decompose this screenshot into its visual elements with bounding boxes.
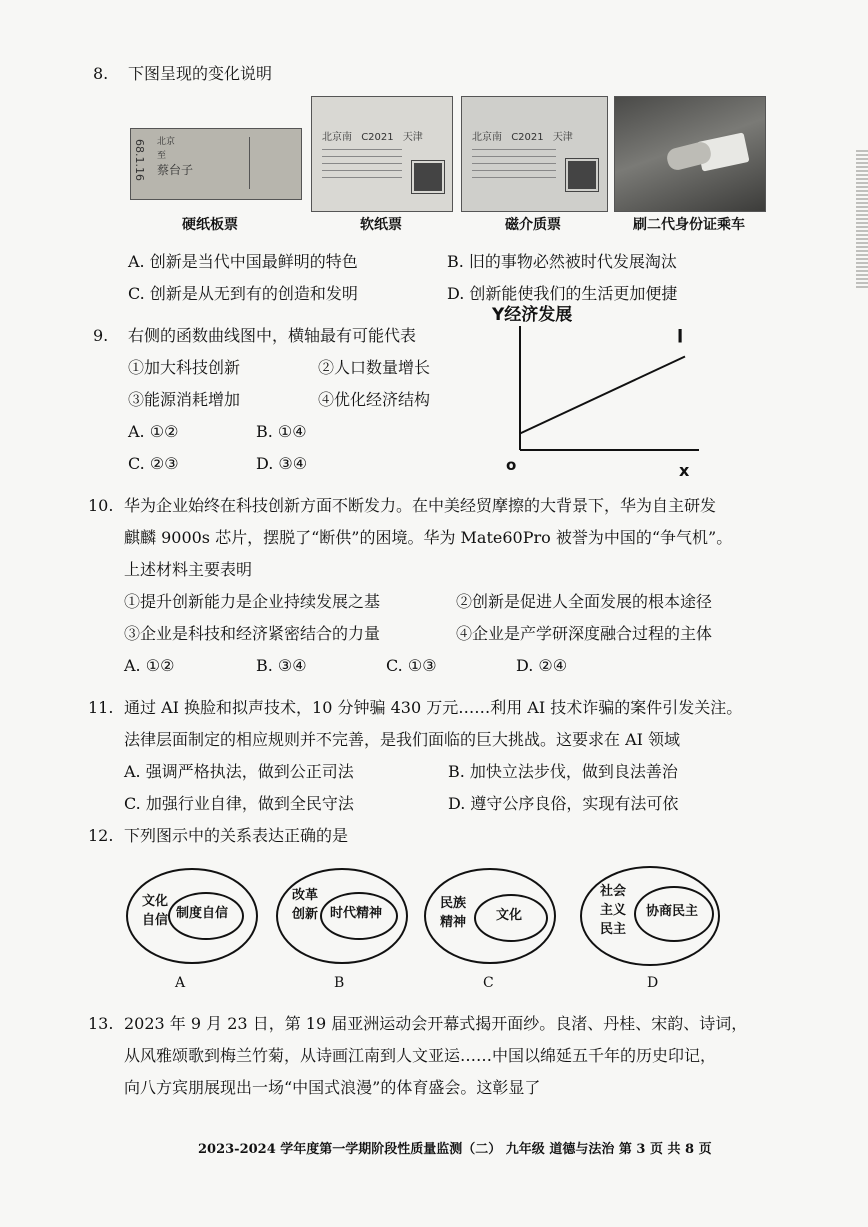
ticket-line: C2021 — [361, 132, 394, 143]
qr-code-icon — [412, 161, 444, 193]
q10-item-3: ③企业是科技和经济紧密结合的力量 — [124, 624, 381, 643]
q10-line-1: 华为企业始终在科技创新方面不断发力。在中美经贸摩擦的大背景下，华为自主研发 — [124, 496, 717, 515]
q11-line-1: 通过 AI 换脸和拟声技术，10 分钟骗 430 万元……利用 AI 技术诈骗的案件引发关注。 — [124, 698, 743, 717]
q12-diagram-d-inner-label: 协商民主 — [646, 904, 699, 919]
q10-option-a: A. ①② — [124, 656, 175, 675]
q9-item-4: ④优化经济结构 — [318, 390, 431, 409]
q13-number: 13. — [88, 1014, 114, 1033]
q10-item-1: ①提升创新能力是企业持续发展之基 — [124, 592, 381, 611]
q8-caption-paper-ticket: 软纸票 — [360, 217, 402, 233]
ticket-line: 北京南 — [322, 132, 352, 143]
q10-number: 10. — [88, 496, 114, 515]
q10-option-b: B. ③④ — [256, 656, 307, 675]
q11-option-c: C. 加强行业自律，做到全民守法 — [124, 794, 354, 813]
ticket-line: C2021 — [511, 132, 544, 143]
q9-option-c: C. ②③ — [128, 454, 179, 473]
outer-label-text: 民族 精神 — [440, 896, 467, 930]
q12-diagram-a-letter: A — [175, 975, 186, 991]
ticket-text — [157, 135, 193, 177]
q12-diagram-a-outer-label — [142, 892, 168, 930]
q12-stem: 下列图示中的关系表达正确的是 — [124, 826, 349, 845]
q12-diagram-c-inner-label: 文化 — [496, 908, 523, 923]
q8-caption-cardboard-ticket: 硬纸板票 — [182, 217, 238, 233]
q8-caption-id-card-gate: 刷二代身份证乘车 — [633, 217, 745, 233]
q11-option-b: B. 加快立法步伐，做到良法善治 — [448, 762, 678, 781]
q12-diagram-d-outer-label — [600, 882, 626, 939]
ticket-stamp — [249, 137, 286, 189]
q9-stem: 右侧的函数曲线图中，横轴最有可能代表 — [128, 326, 417, 345]
q9-option-d: D. ③④ — [256, 454, 308, 473]
q8-option-c: C. 创新是从无到有的创造和发明 — [128, 284, 358, 303]
q12-diagram-b-letter: B — [334, 975, 345, 991]
q9-item-1: ①加大科技创新 — [128, 358, 241, 377]
qr-code-icon — [566, 159, 598, 191]
ticket-text — [472, 131, 573, 145]
q10-item-2: ②创新是促进人全面发展的根本途径 — [456, 592, 713, 611]
q12-diagram-c-outer-label — [440, 894, 466, 932]
q9-option-a: A. ①② — [128, 422, 179, 441]
ticket-line: 至 — [157, 151, 167, 161]
line-label: l — [677, 326, 684, 348]
q10-option-c: C. ①③ — [386, 656, 437, 675]
ticket-line: 北京 — [157, 137, 176, 147]
q11-number: 11. — [88, 698, 114, 717]
q10-option-d: D. ②④ — [516, 656, 568, 675]
q8-photo-id-card-gate — [614, 96, 766, 212]
q11-option-a: A. 强调严格执法，做到公正司法 — [124, 762, 354, 781]
q12-number: 12. — [88, 826, 114, 845]
q9-number: 9. — [93, 326, 109, 345]
q12-diagram-b-outer-label — [292, 886, 318, 924]
q9-item-3: ③能源消耗增加 — [128, 390, 241, 409]
q8-caption-magnetic-ticket: 磁介质票 — [505, 217, 561, 233]
q8-stem: 下图呈现的变化说明 — [128, 64, 273, 83]
origin-label: o — [506, 456, 517, 474]
q8-number: 8. — [93, 64, 109, 83]
q10-item-4: ④企业是产学研深度融合过程的主体 — [456, 624, 713, 643]
q9-item-2: ②人口数量增长 — [318, 358, 431, 377]
q13-line-3: 向八方宾朋展现出一场“中国式浪漫”的体育盛会。这彰显了 — [124, 1078, 541, 1097]
x-axis-label: x — [679, 461, 690, 480]
ticket-line: 北京南 — [472, 132, 502, 143]
q8-option-a: A. 创新是当代中国最鲜明的特色 — [128, 252, 358, 271]
q12-diagram-c-letter: C — [483, 975, 494, 991]
ticket-line: 蔡台子 — [157, 163, 194, 177]
ticket-info-lines — [322, 149, 402, 179]
outer-label-text: 改革 创新 — [292, 888, 319, 922]
ticket-side-number: 68.1.16 — [133, 139, 146, 181]
q12-diagram-a-inner-label: 制度自信 — [176, 906, 229, 921]
ticket-line: 天津 — [552, 132, 573, 143]
y-axis-label: Y经济发展 — [492, 305, 573, 325]
outer-label-text: 社会 主义 民主 — [600, 884, 627, 937]
q13-line-1: 2023 年 9 月 23 日，第 19 届亚洲运动会开幕式揭开面纱。良渚、丹桂、宋韵、诗词， — [124, 1014, 748, 1033]
q8-photo-paper-ticket — [311, 96, 453, 212]
q8-option-d: D. 创新能使我们的生活更加便捷 — [447, 284, 678, 303]
q12-diagram-d-letter: D — [647, 975, 659, 991]
q10-line-2: 麒麟 9000s 芯片，摆脱了“断供”的困境。华为 Mate60Pro 被誉为中国的“争气机”。 — [124, 528, 733, 547]
q8-photo-cardboard-ticket — [130, 128, 302, 200]
outer-label-text: 文化 自信 — [142, 894, 169, 928]
q8-photo-magnetic-ticket — [461, 96, 608, 212]
q9-function-chart — [480, 305, 700, 490]
series-line — [520, 357, 685, 434]
q10-line-3: 上述材料主要表明 — [124, 560, 253, 579]
ticket-text — [322, 131, 423, 145]
ticket-info-lines — [472, 149, 556, 183]
q11-option-d: D. 遵守公序良俗，实现有法可依 — [448, 794, 679, 813]
q9-option-b: B. ①④ — [256, 422, 307, 441]
q12-diagram-b-inner-label: 时代精神 — [330, 906, 383, 921]
q13-line-2: 从风雅颂歌到梅兰竹菊，从诗画江南到人文亚运……中国以绵延五千年的历史印记， — [124, 1046, 717, 1065]
ticket-line: 天津 — [402, 132, 423, 143]
scan-edge-artifact — [856, 150, 868, 290]
q8-option-b: B. 旧的事物必然被时代发展淘汰 — [447, 252, 677, 271]
page-footer: 2023-2024 学年度第一学期阶段性质量监测（二） 九年级 道德与法治 第 3 页 共 8 页 — [198, 1142, 712, 1157]
q11-line-2: 法律层面制定的相应规则并不完善，是我们面临的巨大挑战。这要求在 AI 领域 — [124, 730, 681, 749]
chart-layer — [491, 304, 699, 480]
